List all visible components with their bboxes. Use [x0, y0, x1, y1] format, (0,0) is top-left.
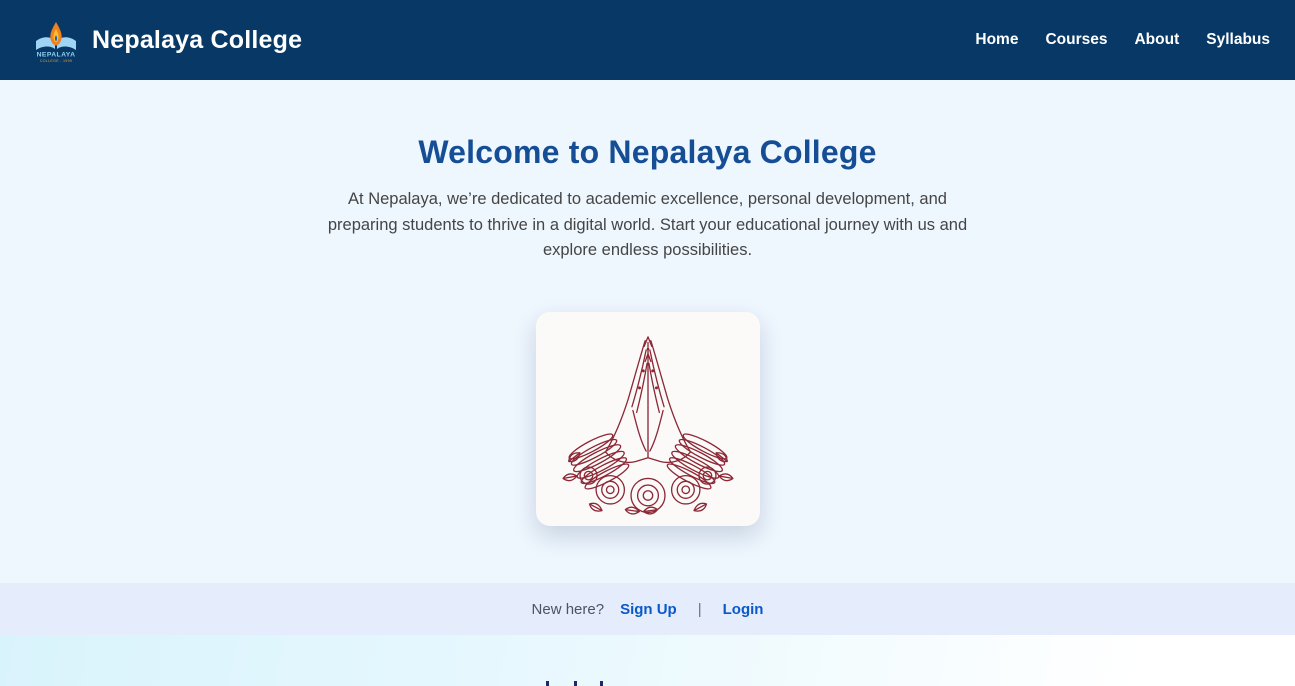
logo-wordmark: NEPALAYA [36, 51, 76, 59]
nav-link-home[interactable]: Home [975, 31, 1019, 48]
signup-link[interactable]: Sign Up [620, 600, 677, 618]
nav-link-courses[interactable]: Courses [1045, 31, 1108, 48]
new-here-label: New here? [531, 600, 605, 618]
logo-tagline: COLLEGE - 1999 [39, 59, 73, 63]
nav-link-syllabus[interactable]: Syllabus [1206, 31, 1270, 48]
auth-separator: | [697, 600, 702, 618]
hero-description [298, 187, 998, 264]
hero-image-card [536, 312, 760, 526]
namaste-hands-illustration [542, 318, 754, 520]
login-link[interactable]: Login [722, 600, 764, 618]
auth-strip [0, 583, 1295, 635]
clipped-letter-top [546, 681, 549, 686]
college-logo-icon [32, 16, 80, 64]
brand-title: Nepalaya College [92, 25, 303, 54]
navbar [0, 0, 1295, 80]
hero-description-line: preparing students to thrive in a digital world. Start your educational journey with us and [327, 215, 968, 234]
next-section-heading-clipped [0, 681, 1295, 686]
hero-description-line: At Nepalaya, we’re dedicated to academic excellence, personal development, and [348, 190, 947, 208]
page-title: Welcome to Nepalaya College [418, 134, 877, 170]
clipped-letter-top [600, 681, 603, 686]
nav-link-about[interactable]: About [1134, 31, 1180, 48]
nav-links [975, 31, 1270, 49]
hero-description-line: explore endless possibilities. [542, 241, 753, 259]
clipped-letter-top [574, 681, 577, 686]
brand[interactable] [32, 16, 302, 64]
hero-section [0, 80, 1295, 583]
next-section-peek [0, 635, 1295, 686]
